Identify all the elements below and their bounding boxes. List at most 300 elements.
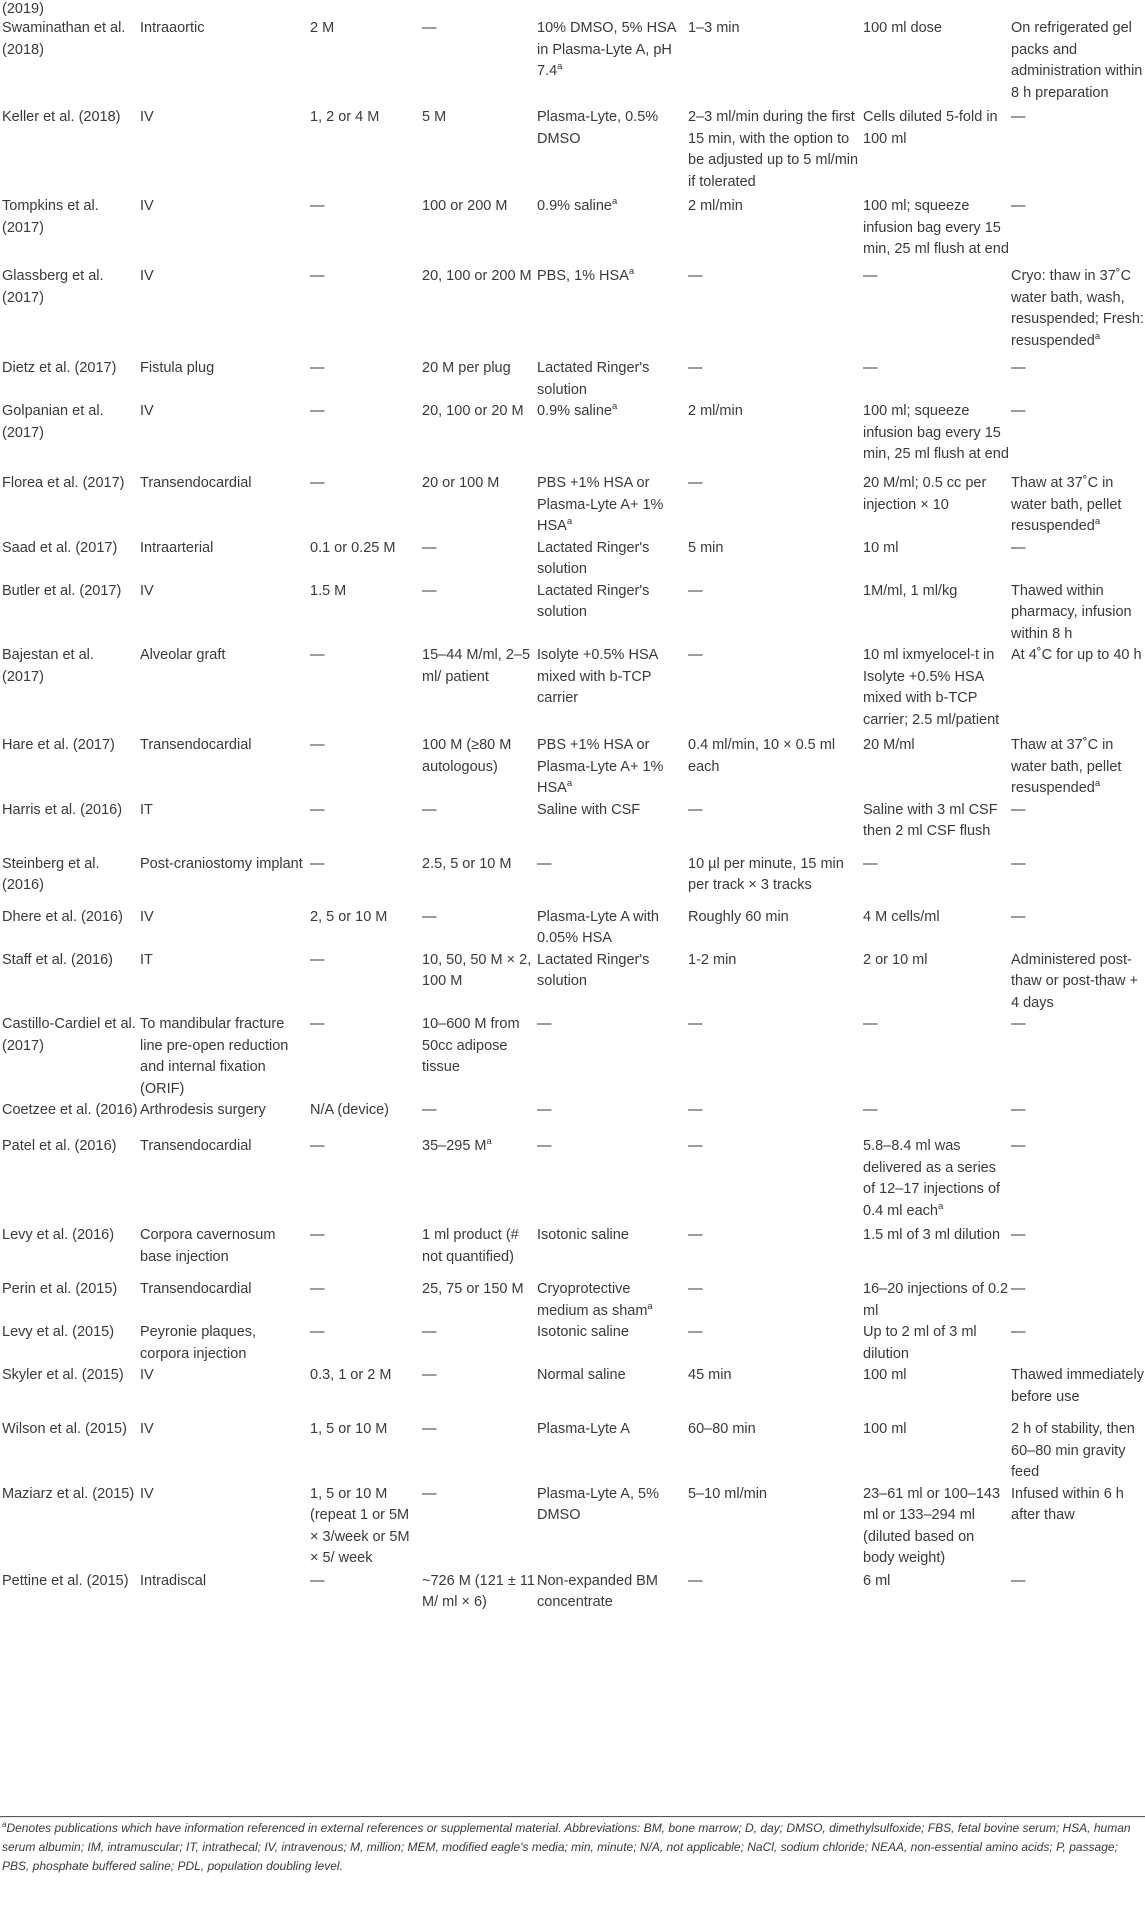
cell-text: — [537, 855, 552, 872]
cell-text: — [1011, 1324, 1026, 1340]
cell-vehicle [535, 854, 686, 907]
cell-dose-fixed [420, 645, 535, 735]
cell-text: — [1011, 855, 1026, 872]
cell-text: — [1011, 1227, 1026, 1243]
cell-text: Saad et al. (2017) [2, 539, 118, 556]
cell-text: 100 M (≥80 M autologous) [422, 737, 512, 775]
cell-text: Harris et al. (2016) [2, 801, 123, 818]
cell-text: — [310, 360, 325, 376]
cell-study [0, 473, 138, 538]
cell-dose-per-kg [308, 1484, 420, 1571]
cell-text: Plasma-Lyte A, 5% DMSO [537, 1485, 659, 1523]
table-row [0, 1365, 1145, 1419]
cell-text: IV [140, 198, 154, 214]
cell-volume [861, 1100, 1009, 1136]
cell-study [0, 358, 138, 401]
cell-text: 60–80 min [688, 1421, 756, 1437]
cell-text: Post-craniostomy implant [140, 855, 303, 872]
cell-text: Dietz et al. (2017) [2, 360, 117, 376]
cell-route [138, 1225, 308, 1279]
cell-dose-fixed [420, 1484, 535, 1571]
cell-text: Tompkins et al. (2017) [2, 198, 99, 236]
cell-study [0, 581, 138, 646]
cell-text: — [863, 268, 878, 284]
cell-vehicle [535, 538, 686, 581]
cell-text: Isolyte +0.5% HSA mixed with b-TCP carrier [537, 647, 658, 706]
cell-dose-fixed [420, 401, 535, 473]
cell-volume [861, 1136, 1009, 1225]
table-row [0, 196, 1145, 266]
cell-text: 35–295 M [422, 1138, 487, 1154]
cell-text: — [537, 1138, 552, 1154]
cell-handling [1009, 1419, 1145, 1484]
cell-text: 2 h of stability, then 60–80 min gravity feed [1011, 1421, 1135, 1480]
cell-text: — [422, 1367, 437, 1383]
cell-text: IV [140, 582, 154, 599]
table-row [0, 1279, 1145, 1322]
cell-text: Isotonic saline [537, 1227, 629, 1243]
cell-vehicle [535, 358, 686, 401]
cell-text: 0.1 or 0.25 M [310, 539, 396, 556]
cell-text: Pettine et al. (2015) [2, 1572, 129, 1589]
cell-text: — [310, 855, 325, 872]
cell-text: — [310, 1572, 325, 1589]
cell-text: — [863, 1016, 878, 1032]
cell-text: — [310, 198, 325, 214]
cell-dose-fixed [420, 581, 535, 646]
cell-dose-per-kg [308, 950, 420, 1015]
cell-text: Dhere et al. (2016) [2, 908, 123, 925]
footnote-reference: a [1094, 516, 1101, 528]
cell-text: — [1011, 403, 1026, 419]
cell-dose-per-kg [308, 107, 420, 196]
cell-infusion-rate [686, 358, 861, 401]
cell-route [138, 358, 308, 401]
footnote-reference: a [937, 1200, 944, 1212]
cell-dose-fixed [420, 358, 535, 401]
cell-text: — [422, 1102, 437, 1118]
cell-infusion-rate [686, 1322, 861, 1365]
cell-text: 0.9% saline [537, 198, 612, 214]
cell-text: — [688, 1227, 703, 1243]
cell-text: Non-expanded BM concentrate [537, 1572, 658, 1610]
cell-text: 100 or 200 M [422, 198, 508, 214]
cell-text: 0.9% saline [537, 403, 612, 419]
cell-text: 5 min [688, 539, 724, 556]
cell-text: Transendocardial [140, 1138, 252, 1154]
cell-route [138, 854, 308, 907]
cell-dose-per-kg [308, 1279, 420, 1322]
cell-volume [861, 1322, 1009, 1365]
cell-infusion-rate [686, 1484, 861, 1571]
cell-text: — [1011, 908, 1026, 925]
cell-text: Castillo-Cardiel et al. (2017) [2, 1016, 136, 1054]
delivery-table [0, 18, 1145, 1920]
table-row [0, 581, 1145, 646]
cell-study [0, 800, 138, 854]
cell-text: — [310, 1324, 325, 1340]
cell-study [0, 538, 138, 581]
cell-text: — [310, 1138, 325, 1154]
cell-text: — [863, 360, 878, 376]
footnote-text: Denotes publications which have information referenced in external references or supplemental material. Abbreviations: BM, bone marrow; D, day; DMSO, dimethylsulfoxide; FBS, fetal bovine serum; HSA, human serum albumin; IM, intramuscular; IT, intrathecal; IV, intravenous; M, million; MEM, modified eagle's media; min, minute; N/A, not applicable; NaCl, sodium chloride; NEAA, non-essential amino acids; P, passage; PBS, phosphate buffered saline; PDL, population doubling level. [2, 1821, 1131, 1873]
cell-handling [1009, 1484, 1145, 1571]
cell-vehicle [535, 800, 686, 854]
cell-vehicle [535, 950, 686, 1015]
cell-study [0, 1225, 138, 1279]
cell-vehicle [535, 1419, 686, 1484]
cell-handling [1009, 581, 1145, 646]
footnote-reference: a [647, 1300, 653, 1312]
cell-infusion-rate [686, 1100, 861, 1136]
cell-text: At 4˚C for up to 40 h [1011, 647, 1142, 663]
cell-volume [861, 18, 1009, 107]
cell-text: Administered post-thaw or post-thaw + 4 days [1011, 951, 1138, 1011]
cell-infusion-rate [686, 1365, 861, 1419]
cell-volume [861, 107, 1009, 196]
cell-text: 5–10 ml/min [688, 1485, 767, 1502]
cell-text: 20 or 100 M [422, 475, 500, 491]
table-bottom-rule [0, 1816, 1145, 1818]
cell-text: Maziarz et al. (2015) [2, 1485, 135, 1502]
cell-vehicle [535, 1365, 686, 1419]
cell-vehicle [535, 1014, 686, 1100]
cell-text: — [1011, 109, 1026, 125]
cell-handling [1009, 196, 1145, 266]
cell-text: IV [140, 1485, 154, 1502]
cell-infusion-rate [686, 1136, 861, 1225]
cell-vehicle [535, 107, 686, 196]
cell-text: — [422, 20, 437, 36]
cell-text: Steinberg et al. (2016) [2, 855, 100, 893]
cell-dose-per-kg [308, 538, 420, 581]
cell-text: 20 M/ml; 0.5 cc per injection × 10 [863, 475, 987, 513]
cell-route [138, 401, 308, 473]
cell-text: Thawed immediately before use [1011, 1367, 1144, 1405]
cell-text: 20 M per plug [422, 360, 511, 376]
cell-text: PBS +1% HSA or Plasma-Lyte A+ 1% HSA [537, 475, 664, 534]
cell-dose-per-kg [308, 1365, 420, 1419]
table-row [0, 1100, 1145, 1136]
cell-text: 6 ml [863, 1572, 891, 1589]
cell-text: 20, 100 or 200 M [422, 268, 532, 284]
cell-text: 10, 50, 50 M × 2, 100 M [422, 951, 532, 989]
cell-infusion-rate [686, 1419, 861, 1484]
cell-infusion-rate [686, 950, 861, 1015]
cell-volume [861, 473, 1009, 538]
cell-handling [1009, 1365, 1145, 1419]
cell-vehicle [535, 1322, 686, 1365]
cell-text: — [422, 539, 437, 556]
cell-text: PBS +1% HSA or Plasma-Lyte A+ 1% HSA [537, 737, 664, 796]
cell-handling [1009, 538, 1145, 581]
cell-route [138, 1322, 308, 1365]
cell-text: Patel et al. (2016) [2, 1138, 117, 1154]
cell-study [0, 1419, 138, 1484]
cell-study [0, 1014, 138, 1100]
table-row [0, 266, 1145, 358]
cell-dose-fixed [420, 854, 535, 907]
cell-vehicle [535, 1100, 686, 1136]
cell-vehicle [535, 735, 686, 800]
cell-text: 100 ml dose [863, 20, 942, 36]
cell-text: Coetzee et al. (2016) [2, 1102, 138, 1118]
cell-dose-per-kg [308, 1014, 420, 1100]
cell-volume [861, 538, 1009, 581]
cell-vehicle [535, 1484, 686, 1571]
cell-text: 1, 5 or 10 M [310, 1421, 388, 1437]
cell-text: IT [140, 951, 153, 968]
cell-dose-fixed [420, 1322, 535, 1365]
cell-text: Intradiscal [140, 1572, 207, 1589]
cell-text: Plasma-Lyte A [537, 1421, 630, 1437]
cell-text: Transendocardial [140, 737, 252, 753]
cell-text: — [310, 647, 325, 663]
table-row [0, 473, 1145, 538]
cell-route [138, 800, 308, 854]
cell-text: — [688, 1016, 703, 1032]
cell-dose-per-kg [308, 1225, 420, 1279]
cell-route [138, 1136, 308, 1225]
table-row [0, 1225, 1145, 1279]
cell-text: Levy et al. (2015) [2, 1324, 115, 1340]
cell-text: Thaw at 37˚C in water bath, pellet resuspended [1011, 737, 1122, 796]
table-row [0, 1322, 1145, 1365]
footnote-reference: a [566, 778, 573, 790]
table-row [0, 1484, 1145, 1571]
cell-route [138, 1014, 308, 1100]
table-row [0, 1014, 1145, 1100]
cell-text: Intraarterial [140, 539, 214, 556]
cell-text: 2, 5 or 10 M [310, 908, 388, 925]
cell-text: 10 µl per minute, 15 min per track × 3 tracks [688, 855, 844, 893]
cell-text: 16–20 injections of 0.2 ml [863, 1281, 1009, 1319]
cell-text: 1-2 min [688, 951, 737, 968]
cell-dose-per-kg [308, 907, 420, 950]
cell-study [0, 950, 138, 1015]
cell-text: Infused within 6 h after thaw [1011, 1485, 1124, 1523]
cell-handling [1009, 800, 1145, 854]
cell-text: IV [140, 403, 154, 419]
cell-vehicle [535, 196, 686, 266]
cell-dose-per-kg [308, 735, 420, 800]
cell-route [138, 1279, 308, 1322]
cell-infusion-rate [686, 735, 861, 800]
cell-handling [1009, 645, 1145, 735]
cell-text: Golpanian et al. (2017) [2, 403, 104, 441]
cell-dose-per-kg [308, 1136, 420, 1225]
cell-text: — [310, 268, 325, 284]
cell-dose-per-kg [308, 358, 420, 401]
cell-dose-fixed [420, 1014, 535, 1100]
cell-dose-fixed [420, 1279, 535, 1322]
cell-infusion-rate [686, 854, 861, 907]
cell-handling [1009, 1225, 1145, 1279]
cell-text: On refrigerated gel packs and administration within 8 h preparation [1011, 20, 1143, 101]
cell-dose-fixed [420, 800, 535, 854]
cell-text: Skyler et al. (2015) [2, 1367, 124, 1383]
cell-route [138, 18, 308, 107]
cell-route [138, 266, 308, 358]
cell-volume [861, 907, 1009, 950]
cell-text: 100 ml [863, 1367, 907, 1383]
cell-dose-fixed [420, 473, 535, 538]
cell-dose-per-kg [308, 1419, 420, 1484]
cell-text: Peyronie plaques, corpora injection [140, 1324, 257, 1362]
footnote-reference: a [1094, 330, 1101, 342]
cell-infusion-rate [686, 473, 861, 538]
cell-volume [861, 401, 1009, 473]
cell-text: — [688, 360, 703, 376]
cell-dose-fixed [420, 107, 535, 196]
cell-dose-fixed [420, 196, 535, 266]
cell-volume [861, 196, 1009, 266]
footnote-reference: a [557, 61, 563, 73]
cell-text: — [688, 1572, 703, 1589]
table-row [0, 538, 1145, 581]
cell-text: 10 ml [863, 539, 899, 556]
cell-dose-fixed [420, 1225, 535, 1279]
cell-route [138, 950, 308, 1015]
cell-study [0, 1365, 138, 1419]
cell-volume [861, 358, 1009, 401]
cell-infusion-rate [686, 645, 861, 735]
cell-route [138, 196, 308, 266]
cell-text: 10–600 M from 50cc adipose tissue [422, 1016, 520, 1075]
table-body [0, 18, 1145, 1920]
cell-volume [861, 1225, 1009, 1279]
cell-text: Roughly 60 min [688, 908, 789, 925]
cell-text: Perin et al. (2015) [2, 1281, 118, 1297]
cell-dose-fixed [420, 735, 535, 800]
cell-text: — [537, 1102, 552, 1118]
cell-text: Arthrodesis surgery [140, 1102, 266, 1118]
cell-text: 1, 2 or 4 M [310, 109, 380, 125]
table-row [0, 907, 1145, 950]
cell-text: — [1011, 1138, 1026, 1154]
cell-volume [861, 581, 1009, 646]
cell-route [138, 1419, 308, 1484]
cell-route [138, 538, 308, 581]
cell-text: Butler et al. (2017) [2, 582, 122, 599]
cell-text: — [422, 1485, 437, 1502]
cell-dose-fixed [420, 1100, 535, 1136]
cell-text: 2 ml/min [688, 403, 743, 419]
cell-text: — [863, 1102, 878, 1118]
cell-text: Cells diluted 5-fold in 100 ml [863, 109, 998, 147]
cell-handling [1009, 473, 1145, 538]
cell-text: Bajestan et al. (2017) [2, 647, 94, 685]
cell-text: IV [140, 109, 154, 125]
table-row [0, 1136, 1145, 1225]
cell-handling [1009, 1279, 1145, 1322]
cell-study [0, 735, 138, 800]
cell-dose-fixed [420, 266, 535, 358]
cell-infusion-rate [686, 107, 861, 196]
cell-text: Up to 2 ml of 3 ml dilution [863, 1324, 977, 1362]
cell-text: Plasma-Lyte, 0.5% DMSO [537, 109, 659, 147]
cell-text: 100 ml [863, 1421, 907, 1437]
cell-text: — [310, 1281, 325, 1297]
footnote-reference: a [611, 401, 618, 413]
cell-infusion-rate [686, 1279, 861, 1322]
cell-dose-per-kg [308, 266, 420, 358]
cell-infusion-rate [686, 18, 861, 107]
cell-text: Isotonic saline [537, 1324, 629, 1340]
cell-volume [861, 1484, 1009, 1571]
cell-text: — [1011, 1572, 1026, 1589]
cell-text: Lactated Ringer's solution [537, 951, 650, 989]
cell-volume [861, 735, 1009, 800]
cell-text: — [422, 1324, 437, 1340]
cell-dose-per-kg [308, 800, 420, 854]
cell-text: — [688, 801, 703, 818]
cell-text: 0.4 ml/min, 10 × 0.5 ml each [688, 737, 836, 775]
cell-text: — [422, 582, 437, 599]
cell-vehicle [535, 1279, 686, 1322]
cell-handling [1009, 907, 1145, 950]
cell-text: Glassberg et al. (2017) [2, 268, 104, 306]
cell-handling [1009, 1014, 1145, 1100]
cell-text: Hare et al. (2017) [2, 737, 115, 753]
cell-text: — [1011, 801, 1026, 818]
cell-infusion-rate [686, 800, 861, 854]
cell-text: 1.5 ml of 3 ml dilution [863, 1227, 1001, 1243]
cell-text: Transendocardial [140, 1281, 252, 1297]
cell-study [0, 18, 138, 107]
table-row [0, 358, 1145, 401]
cell-text: PBS, 1% HSA [537, 268, 629, 284]
cell-text: — [1011, 1016, 1026, 1032]
footnote-reference: a [1094, 778, 1101, 790]
cell-text: Keller et al. (2018) [2, 109, 121, 125]
cell-text: IT [140, 801, 153, 818]
cell-route [138, 1484, 308, 1571]
cell-text: Florea et al. (2017) [2, 475, 125, 491]
cell-route [138, 735, 308, 800]
cell-text: 20, 100 or 20 M [422, 403, 524, 419]
cell-text: Fistula plug [140, 360, 215, 376]
footnote-marker: a [2, 1820, 7, 1829]
cell-text: — [688, 582, 703, 599]
cell-text: Saline with CSF [537, 801, 641, 818]
cell-text: — [1011, 1281, 1026, 1297]
cell-text: 10 ml ixmyelocel-t in Isolyte +0.5% HSA mixed with b-TCP carrier; 2.5 ml/patient [863, 647, 1000, 728]
cell-handling [1009, 401, 1145, 473]
cell-text: — [310, 801, 325, 818]
cell-text: — [422, 801, 437, 818]
cell-vehicle [535, 907, 686, 950]
cell-volume [861, 1365, 1009, 1419]
cell-dose-per-kg [308, 581, 420, 646]
cell-handling [1009, 735, 1145, 800]
cell-study [0, 1322, 138, 1365]
cell-dose-per-kg [308, 1100, 420, 1136]
cell-vehicle [535, 18, 686, 107]
cell-dose-per-kg [308, 1322, 420, 1365]
cell-handling [1009, 950, 1145, 1015]
cell-text: 1, 5 or 10 M (repeat 1 or 5M × 3/week or 5M × 5/ week [310, 1485, 410, 1566]
cell-text: — [688, 1102, 703, 1118]
cell-volume [861, 800, 1009, 854]
cell-study [0, 907, 138, 950]
footnote-reference: a [628, 266, 635, 278]
table-row [0, 401, 1145, 473]
cell-text: — [1011, 198, 1026, 214]
cell-text: Normal saline [537, 1367, 626, 1383]
cell-text: — [310, 1016, 325, 1032]
cell-text: — [1011, 1102, 1026, 1118]
